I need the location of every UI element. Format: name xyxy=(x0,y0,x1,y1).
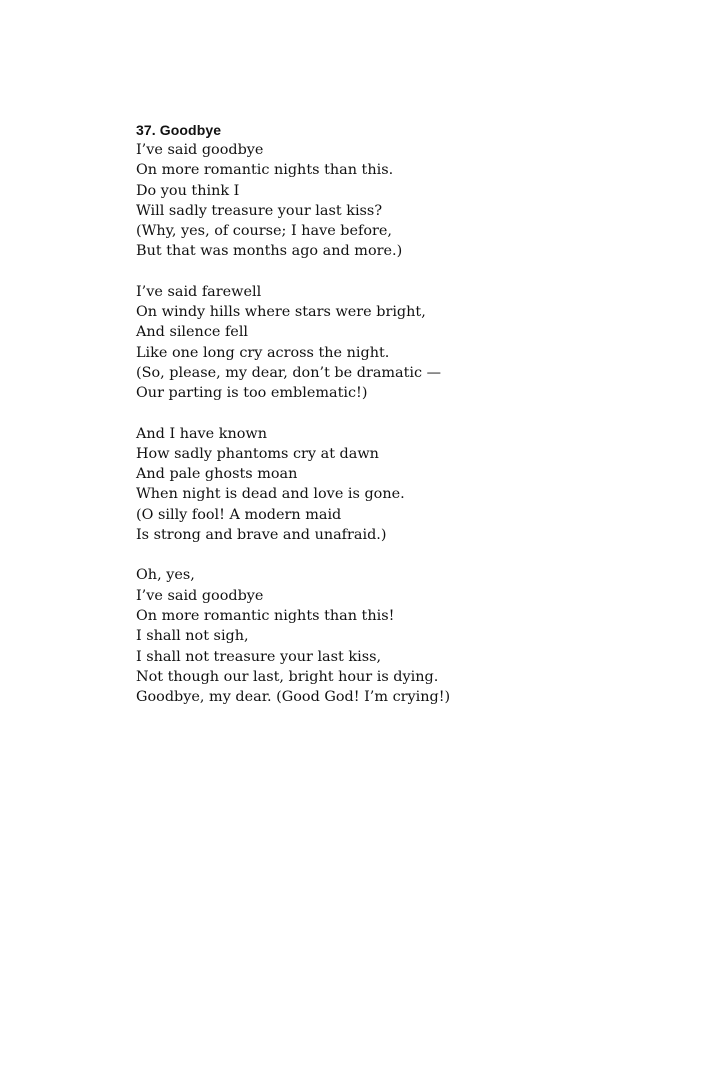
poem-line: I shall not sigh, xyxy=(136,628,249,645)
poem-line: (O silly fool! A modern maid xyxy=(136,506,342,523)
stanza-3 xyxy=(136,424,696,546)
poem-line: And pale ghosts moan xyxy=(136,466,298,483)
poem-line: (Why, yes, of course; I have before, xyxy=(136,223,392,240)
poem-line: I shall not treasure your last kiss, xyxy=(136,648,382,665)
poem-line: Our parting is too emblematic!) xyxy=(136,385,368,402)
poem xyxy=(136,121,696,727)
poem-line: And I have known xyxy=(136,425,268,442)
poem-title: 37. Goodbye xyxy=(136,122,222,138)
poem-line: Will sadly treasure your last kiss? xyxy=(136,202,383,219)
stanza-4 xyxy=(136,565,696,707)
poem-line: Not though our last, bright hour is dying. xyxy=(136,668,439,685)
poem-line: (So, please, my dear, don’t be dramatic — xyxy=(136,364,442,381)
poem-line: Do you think I xyxy=(136,182,240,199)
poem-line: But that was months ago and more.) xyxy=(136,243,403,260)
poem-line: I’ve said goodbye xyxy=(136,587,264,604)
stanza-2 xyxy=(136,282,696,404)
poem-line: I’ve said farewell xyxy=(136,283,262,300)
poem-line: On more romantic nights than this. xyxy=(136,162,394,179)
poem-line: And silence fell xyxy=(136,324,249,341)
poem-line: I’ve said goodbye xyxy=(136,142,264,158)
poem-line: On more romantic nights than this! xyxy=(136,607,395,624)
poem-line: Oh, yes, xyxy=(136,567,195,584)
poem-line: When night is dead and love is gone. xyxy=(136,486,405,503)
poem-line: How sadly phantoms cry at dawn xyxy=(136,445,379,462)
poem-line: Is strong and brave and unafraid.) xyxy=(136,527,387,544)
poem-line: Goodbye, my dear. (Good God! I’m crying!) xyxy=(136,689,451,706)
poem-line: Like one long cry across the night. xyxy=(136,344,390,361)
stanza-1 xyxy=(136,140,696,262)
poem-line: On windy hills where stars were bright, xyxy=(136,304,426,321)
